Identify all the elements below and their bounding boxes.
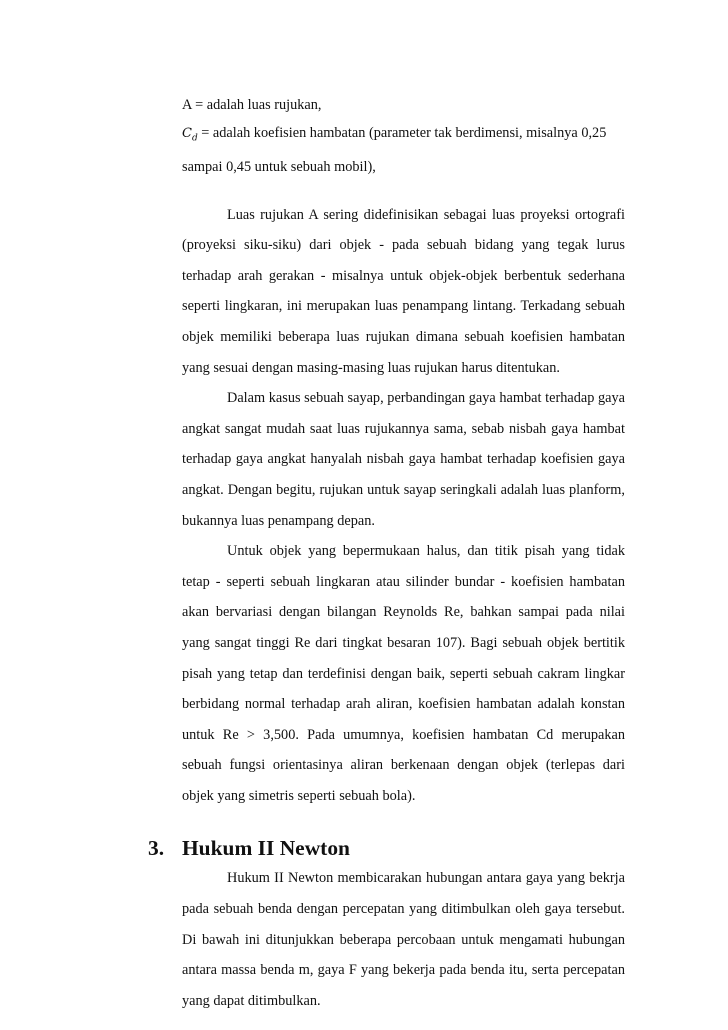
- paragraph-newton-law: Hukum II Newton membicarakan hubungan antara gaya yang bekrja pada sebuah benda dengan percepatan yang ditimbulkan oleh gaya tersebut. Di bawah ini ditunjukkan beberapa percobaan untuk mengamati hubungan antara massa benda m, gaya F yang bekerja pada benda itu, serta percepatan yang dapat ditimbulkan.: [182, 870, 625, 1009]
- paragraph-smooth-objects: Untuk objek yang bepermukaan halus, dan titik pisah yang tidak tetap - seperti sebuah lingkaran atau silinder bundar - koefisien hambatan akan bervariasi dengan bilangan Reynolds Re, bahkan sampai pada nilai yang sangat tinggi Re dari tingkat besaran 107). Bagi sebuah objek bertitik pisah yang tetap dan terdefinisi dengan baik, seperti sebuah cakram lingkar berbidang normal terhadap arah aliran, koefisien hambatan adalah konstan untuk Re > 3,500. Pada umumnya, koefisien hambatan Cd merupakan sebuah fungsi orientasinya aliran berkenaan dengan objek (terlepas dari objek yang simetris seperti sebuah bola).: [182, 543, 625, 804]
- definition-drag-coefficient-cont: sampai 0,45 untuk sebuah mobil),: [182, 158, 376, 175]
- section-title: Hukum II Newton: [182, 836, 350, 861]
- section-number: 3.: [148, 836, 165, 861]
- definition-area: A = adalah luas rujukan,: [182, 97, 322, 113]
- drag-coefficient-text: = adalah koefisien hambatan (parameter tak berdimensi, misalnya 0,25: [197, 125, 607, 141]
- section-heading: [148, 833, 625, 863]
- definition-drag-coefficient: [182, 124, 625, 148]
- drag-coefficient-symbol: $C_d$: [182, 126, 198, 144]
- paragraph-wing: Dalam kasus sebuah sayap, perbandingan gaya hambat terhadap gaya angkat sangat mudah saat luas rujukannya sama, sebab nisbah gaya hambat terhadap gaya angkat hanyalah nisbah gaya hambat terhadap koefisien gaya angkat. Dengan begitu, rujukan untuk sayap seringkali adalah luas planform, bukannya luas penampang depan.: [182, 390, 625, 529]
- page-content: [148, 96, 625, 1016]
- paragraph-reference-area: Luas rujukan A sering didefinisikan sebagai luas proyeksi ortografi (proyeksi siku-siku) dari objek - pada sebuah bidang yang tegak lurus terhadap arah gerakan - misalnya untuk objek-objek berbentuk sederhana seperti lingkaran, ini merupakan luas penampang lintang. Terkadang sebuah objek memiliki beberapa luas rujukan dimana sebuah koefisien hambatan yang sesuai dengan masing-masing luas rujukan harus ditentukan.: [182, 206, 625, 376]
- variable-definitions: [182, 96, 625, 176]
